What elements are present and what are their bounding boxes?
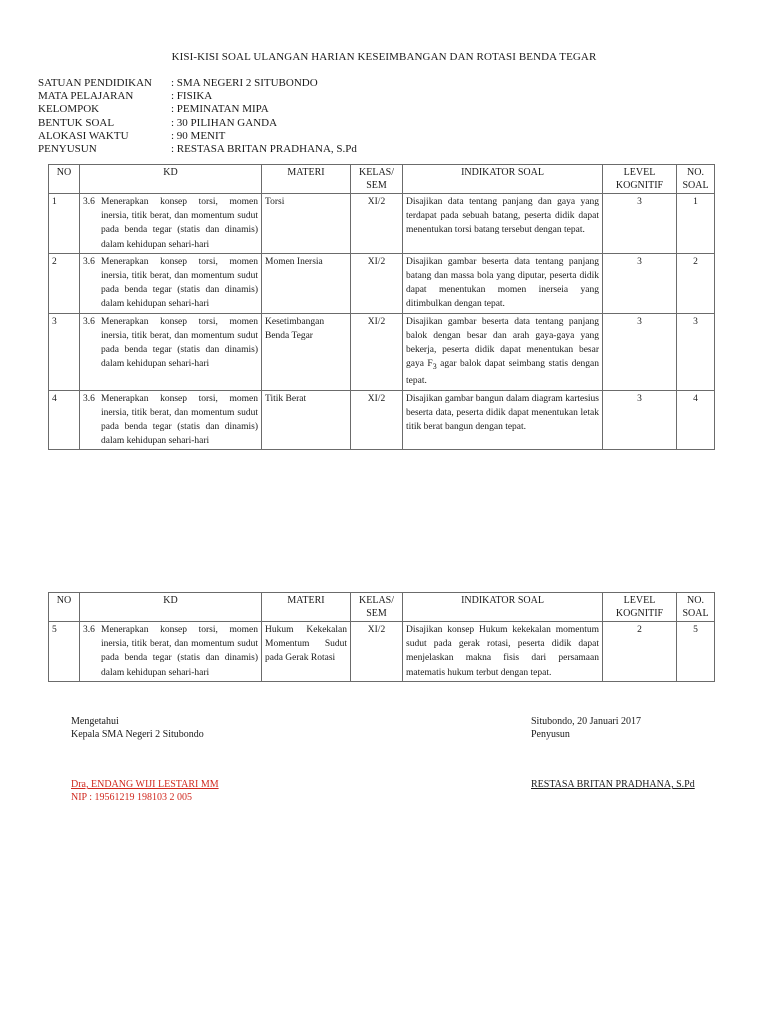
cell-kelas: XI/2 xyxy=(351,622,403,682)
cell-indikator: Disajikan gambar beserta data tentang panjang balok dengan besar dan arah gaya-gaya yang bekerja, peserta didik dapat menentukan besar gaya $F_3$ agar balok dapat seimbang statis dengan tepat. xyxy=(403,313,603,390)
table-row xyxy=(49,194,715,254)
signature-right-role: Penyusun xyxy=(531,729,570,740)
author-name: RESTASA BRITAN PRADHANA, S.Pd xyxy=(531,779,695,790)
cell-kd: 3.6 Menerapkan konsep torsi, momen inersia, titik berat, dan momentum sudut pada benda tegar (statis dan dinamis) dalam kehidupan sehari-hari xyxy=(80,313,262,390)
table-row xyxy=(49,622,715,682)
info-value: : 90 MENIT xyxy=(171,129,226,142)
cell-kelas: XI/2 xyxy=(351,194,403,254)
principal-nip: NIP : 19561219 198103 2 005 xyxy=(71,792,193,803)
cell-level: 3 xyxy=(603,390,677,450)
header-no-soal: NO. SOAL xyxy=(677,593,715,622)
cell-kelas: XI/2 xyxy=(351,313,403,390)
cell-no-soal: 4 xyxy=(677,390,715,450)
info-label: BENTUK SOAL xyxy=(38,116,115,129)
cell-kelas: XI/2 xyxy=(351,253,403,313)
cell-kd: 3.6 Menerapkan konsep torsi, momen inersia, titik berat, dan momentum sudut pada benda tegar (statis dan dinamis) dalam kehidupan sehari-hari xyxy=(80,253,262,313)
signature-left-block xyxy=(71,715,204,741)
cell-kd: 3.6 Menerapkan konsep torsi, momen inersia, titik berat, dan momentum sudut pada benda tegar (statis dan dinamis) dalam kehidupan sehari-hari xyxy=(80,622,262,682)
info-label: ALOKASI WAKTU xyxy=(38,129,129,142)
cell-no: 3 xyxy=(49,313,80,390)
table-row xyxy=(49,253,715,313)
header-level: LEVEL KOGNITIF xyxy=(603,593,677,622)
info-row-satuan xyxy=(38,77,357,90)
cell-indikator: Disajikan gambar beserta data tentang panjang batang dan massa bola yang diputar, peserta didik dapat menentukan momen inerseia yang ditimbulkan dengan tepat. xyxy=(403,253,603,313)
header-no-soal: NO. SOAL xyxy=(677,165,715,194)
header-materi: MATERI xyxy=(262,593,351,622)
cell-level: 3 xyxy=(603,253,677,313)
info-label: MATA PELAJARAN xyxy=(38,90,134,103)
info-row-mapel xyxy=(38,90,357,103)
cell-level: 3 xyxy=(603,313,677,390)
cell-materi: Titik Berat xyxy=(262,390,351,450)
header-kelas: KELAS/ SEM xyxy=(351,593,403,622)
cell-materi: Momen Inersia xyxy=(262,253,351,313)
subscript: 3 xyxy=(432,362,437,372)
header-kd: KD xyxy=(80,165,262,194)
info-value: : 30 PILIHAN GANDA xyxy=(171,116,278,129)
header-no: NO xyxy=(49,593,80,622)
signature-left-name-block xyxy=(71,778,219,804)
cell-kd: 3.6 Menerapkan konsep torsi, momen inersia, titik berat, dan momentum sudut pada benda tegar (statis dan dinamis) dalam kehidupan sehari-hari xyxy=(80,390,262,450)
cell-materi: Kesetimbangan Benda Tegar xyxy=(262,313,351,390)
header-level: LEVEL KOGNITIF xyxy=(603,165,677,194)
signature-left-role: Kepala SMA Negeri 2 Situbondo xyxy=(71,729,204,740)
cell-no-soal: 1 xyxy=(677,194,715,254)
info-row-bentuk xyxy=(38,117,357,130)
cell-no: 2 xyxy=(49,253,80,313)
table-header-row xyxy=(49,593,715,622)
document-title: KISI-KISI SOAL ULANGAN HARIAN KESEIMBANGAN DAN ROTASI BENDA TEGAR xyxy=(171,51,597,63)
cell-no-soal: 3 xyxy=(677,313,715,390)
document-info xyxy=(38,77,357,156)
signature-right-date: Situbondo, 20 Januari 2017 xyxy=(531,716,641,727)
info-row-alokasi xyxy=(38,130,357,143)
info-label: SATUAN PENDIDIKAN xyxy=(38,77,152,89)
cell-level: 3 xyxy=(603,194,677,254)
cell-no: 5 xyxy=(49,622,80,682)
info-value: : PEMINATAN MIPA xyxy=(171,103,269,116)
info-value: : RESTASA BRITAN PRADHANA, S.Pd xyxy=(171,143,357,156)
table-header-row xyxy=(49,165,715,194)
info-label: KELOMPOK xyxy=(38,103,100,116)
kisi-table-2 xyxy=(48,592,715,682)
cell-indikator: Disajikan konsep Hukum kekekalan momentum sudut pada gerak rotasi, peserta didik dapat menjelaskan makna fisis dari persamaan matematis hukum terbut dengan tepat. xyxy=(403,622,603,682)
principal-name: Dra, ENDANG WIJI LESTARI MM xyxy=(71,779,219,790)
cell-no-soal: 2 xyxy=(677,253,715,313)
signature-left-acknowledge: Mengetahui xyxy=(71,716,119,727)
info-value: : SMA NEGERI 2 SITUBONDO xyxy=(171,77,318,89)
cell-indikator: Disajikan gambar bangun dalam diagram kartesius beserta data, peserta didik dapat menentukan letak titik berat bangun dengan tepat. xyxy=(403,390,603,450)
header-indikator: INDIKATOR SOAL xyxy=(403,593,603,622)
cell-materi: Hukum Kekekalan Momentum Sudut pada Gerak Rotasi xyxy=(262,622,351,682)
cell-level: 2 xyxy=(603,622,677,682)
header-kd: KD xyxy=(80,593,262,622)
kisi-table-1 xyxy=(48,164,715,450)
cell-kelas: XI/2 xyxy=(351,390,403,450)
cell-indikator: Disajikan data tentang panjang dan gaya yang terdapat pada sebuah batang, peserta didik dapat menentukan torsi batang tersebut dengan tepat. xyxy=(403,194,603,254)
cell-no-soal: 5 xyxy=(677,622,715,682)
info-row-kelompok xyxy=(38,103,357,116)
table-row xyxy=(49,313,715,390)
header-materi: MATERI xyxy=(262,165,351,194)
info-label: PENYUSUN xyxy=(38,143,97,156)
info-row-penyusun xyxy=(38,143,357,156)
cell-no: 1 xyxy=(49,194,80,254)
cell-materi: Torsi xyxy=(262,194,351,254)
header-kelas: KELAS/ SEM xyxy=(351,165,403,194)
info-value: : FISIKA xyxy=(171,90,213,103)
cell-kd: 3.6 Menerapkan konsep torsi, momen inersia, titik berat, dan momentum sudut pada benda tegar (statis dan dinamis) dalam kehidupan sehari-hari xyxy=(80,194,262,254)
signature-right-block xyxy=(531,715,641,741)
header-indikator: INDIKATOR SOAL xyxy=(403,165,603,194)
header-no: NO xyxy=(49,165,80,194)
cell-no: 4 xyxy=(49,390,80,450)
table-row xyxy=(49,390,715,450)
